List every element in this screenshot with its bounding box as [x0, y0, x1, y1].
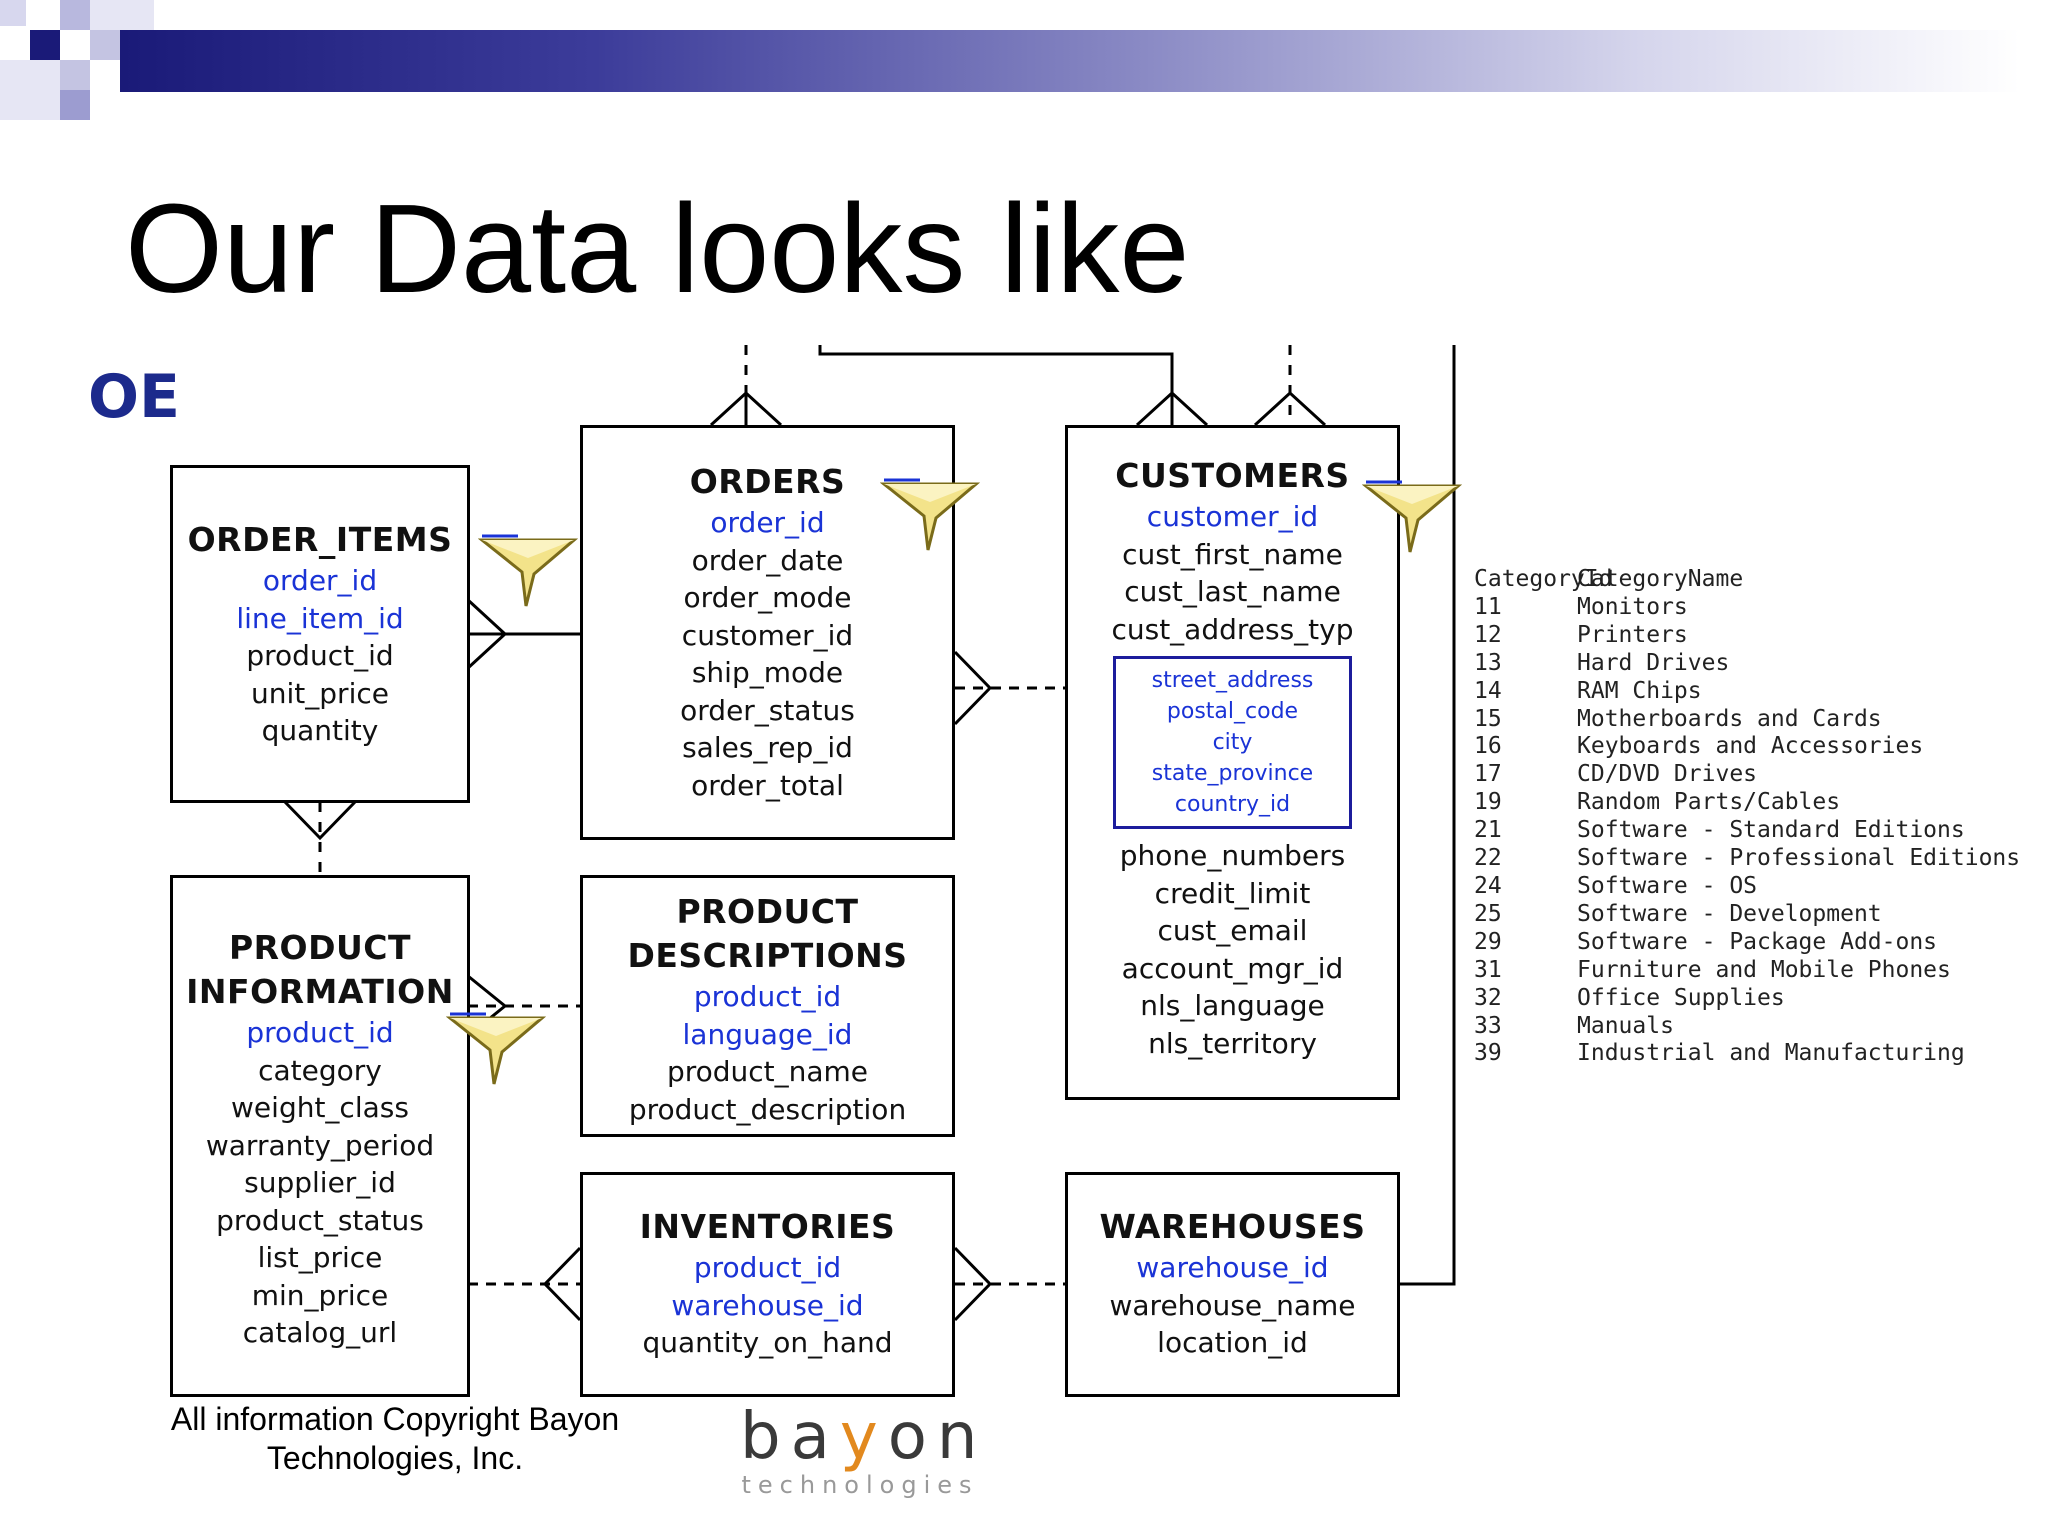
entity-field: cust_email — [1157, 914, 1308, 947]
category-table-row — [1474, 873, 2020, 901]
entity-field: supplier_id — [244, 1166, 396, 1199]
entity-field: nls_territory — [1148, 1026, 1317, 1060]
category-table-row — [1474, 817, 2020, 845]
filter-funnel-icon — [478, 532, 578, 612]
address-field: country_id — [1174, 792, 1291, 817]
category-id-cell: 25 — [1474, 900, 1502, 927]
entity-inventories — [580, 1172, 955, 1397]
filter-funnel-icon — [446, 1010, 546, 1090]
category-name-cell: Hard Drives — [1577, 649, 1730, 676]
entity-field: product_status — [216, 1203, 424, 1237]
entity-field: order_total — [691, 768, 844, 802]
entity-name: CUSTOMERS — [1115, 456, 1350, 495]
category-name-cell: RAM Chips — [1577, 677, 1702, 704]
category-table-row — [1474, 761, 2020, 789]
category-table-row — [1474, 957, 2020, 985]
category-name-cell: CD/DVD Drives — [1577, 761, 1758, 788]
category-name-cell: Software - Professional Editions — [1577, 845, 2021, 872]
entity-field: order_date — [691, 543, 844, 577]
category-name-header: CategoryName — [1577, 566, 1744, 592]
entity-field: category — [258, 1053, 382, 1087]
category-table-row — [1474, 929, 2020, 957]
entity-customers — [1065, 425, 1400, 1100]
category-id-cell: 39 — [1474, 1040, 1502, 1067]
schema-label: OE — [88, 362, 180, 432]
category-name-cell: Industrial and Manufacturing — [1577, 1040, 1965, 1067]
category-name-cell: Manuals — [1577, 1012, 1674, 1039]
category-id-cell: 14 — [1474, 677, 1502, 704]
entity-field: warehouse_id — [671, 1288, 864, 1322]
entity-field: unit_price — [251, 676, 389, 710]
category-table — [1474, 566, 2020, 1068]
category-id-cell: 17 — [1474, 761, 1502, 788]
category-table-row — [1474, 1013, 2020, 1041]
entity-field: product_id — [246, 1016, 394, 1049]
entity-field: quantity_on_hand — [642, 1326, 893, 1359]
logo-subtitle: technologies — [741, 1471, 979, 1499]
address-type-box — [1113, 656, 1353, 829]
entity-field: list_price — [257, 1241, 383, 1274]
logo-part: on — [887, 1400, 988, 1474]
entity-name: INVENTORIES — [639, 1207, 896, 1246]
category-id-cell: 13 — [1474, 649, 1502, 676]
category-table-row — [1474, 985, 2020, 1013]
entity-field: weight_class — [231, 1091, 409, 1124]
category-table-row — [1474, 733, 2020, 761]
slide-title: Our Data looks like — [125, 178, 1190, 319]
entity-name: ORDERS — [689, 462, 846, 501]
category-id-cell: 24 — [1474, 872, 1502, 899]
entity-field: order_id — [262, 564, 378, 597]
copyright-notice — [150, 1400, 640, 1478]
copyright-line: All information Copyright Bayon — [170, 1401, 620, 1437]
category-name-cell: Furniture and Mobile Phones — [1577, 956, 1951, 983]
entity-field: account_mgr_id — [1121, 951, 1344, 985]
entity-name-line2: DESCRIPTIONS — [627, 936, 908, 975]
entity-field: product_id — [693, 980, 842, 1013]
category-table-row — [1474, 789, 2020, 817]
category-name-cell: Software - Package Add-ons — [1577, 928, 1938, 955]
category-id-cell: 12 — [1474, 621, 1502, 648]
entity-field: customer_id — [681, 618, 854, 652]
address-field: street_address — [1151, 668, 1314, 693]
entity-field: credit_limit — [1154, 876, 1311, 910]
entity-field: product_description — [628, 1092, 907, 1126]
category-name-cell: Motherboards and Cards — [1577, 705, 1882, 732]
category-id-cell: 22 — [1474, 845, 1502, 872]
entity-name-line1: PRODUCT — [228, 928, 412, 967]
entity-warehouses — [1065, 1172, 1400, 1397]
logo-wordmark — [740, 1400, 988, 1474]
entity-name: ORDER_ITEMS — [187, 520, 453, 559]
entity-field: warehouse_id — [1136, 1251, 1329, 1284]
address-field: postal_code — [1166, 699, 1299, 724]
entity-product-descriptions — [580, 875, 955, 1137]
category-id-cell: 32 — [1474, 984, 1502, 1011]
category-name-cell: Monitors — [1577, 593, 1688, 620]
entity-field: cust_last_name — [1124, 575, 1341, 608]
logo-part: y — [839, 1400, 888, 1474]
category-id-cell: 31 — [1474, 956, 1502, 983]
category-name-cell: Software - OS — [1577, 872, 1758, 899]
category-name-cell: Keyboards and Accessories — [1577, 733, 1924, 760]
entity-field: line_item_id — [236, 601, 404, 635]
entity-order-items — [170, 465, 470, 803]
entity-name: WAREHOUSES — [1099, 1207, 1366, 1246]
entity-name-line1: PRODUCT — [676, 892, 859, 931]
entity-field: sales_rep_id — [682, 731, 853, 764]
entity-field: location_id — [1157, 1326, 1308, 1359]
entity-field: order_id — [710, 506, 825, 539]
category-table-row — [1474, 1040, 2020, 1068]
entity-field: nls_language — [1140, 989, 1325, 1022]
entity-field: quantity — [261, 714, 379, 747]
category-id-cell: 29 — [1474, 928, 1502, 955]
entity-field: cust_address_typ — [1111, 612, 1354, 646]
entity-field: language_id — [682, 1017, 853, 1051]
category-id-cell: 33 — [1474, 1012, 1502, 1039]
entity-field: customer_id — [1146, 500, 1319, 533]
category-table-row — [1474, 901, 2020, 929]
entity-field: warehouse_name — [1109, 1288, 1356, 1322]
category-id-cell: 16 — [1474, 733, 1502, 760]
entity-name-line2: INFORMATION — [186, 972, 454, 1011]
category-table-header — [1474, 566, 2020, 594]
category-name-cell: Random Parts/Cables — [1577, 789, 1841, 816]
category-table-row — [1474, 706, 2020, 734]
filter-funnel-icon — [880, 476, 980, 556]
entity-field: product_id — [693, 1251, 842, 1284]
category-id-cell: 21 — [1474, 817, 1502, 844]
entity-field: ship_mode — [691, 656, 844, 689]
bayon-logo — [740, 1400, 988, 1499]
entity-field: phone_numbers — [1119, 839, 1346, 872]
address-field: city — [1212, 730, 1253, 755]
address-field: state_province — [1151, 761, 1314, 786]
entity-field: order_mode — [683, 581, 852, 614]
entity-field: cust_first_name — [1122, 537, 1343, 571]
copyright-line: Technologies, Inc. — [266, 1440, 524, 1476]
category-table-row — [1474, 622, 2020, 650]
filter-funnel-icon — [1362, 478, 1462, 558]
entity-field: catalog_url — [242, 1316, 398, 1349]
category-id-header: CategoryId — [1474, 566, 1613, 592]
category-id-cell: 15 — [1474, 705, 1502, 732]
category-name-cell: Printers — [1577, 621, 1688, 648]
category-id-cell: 11 — [1474, 593, 1502, 620]
logo-part: ba — [740, 1400, 840, 1474]
entity-product-information — [170, 875, 470, 1397]
category-name-cell: Software - Standard Editions — [1577, 817, 1965, 844]
entity-field: product_id — [246, 639, 394, 672]
category-table-row — [1474, 650, 2020, 678]
category-name-cell: Office Supplies — [1577, 984, 1785, 1011]
entity-field: order_status — [680, 693, 855, 727]
category-name-cell: Software - Development — [1577, 900, 1882, 927]
entity-field: warranty_period — [205, 1128, 435, 1162]
category-id-cell: 19 — [1474, 789, 1502, 816]
category-table-row — [1474, 594, 2020, 622]
entity-field: min_price — [251, 1278, 389, 1312]
category-table-row — [1474, 845, 2020, 873]
entity-field: product_name — [666, 1055, 869, 1088]
category-table-row — [1474, 678, 2020, 706]
